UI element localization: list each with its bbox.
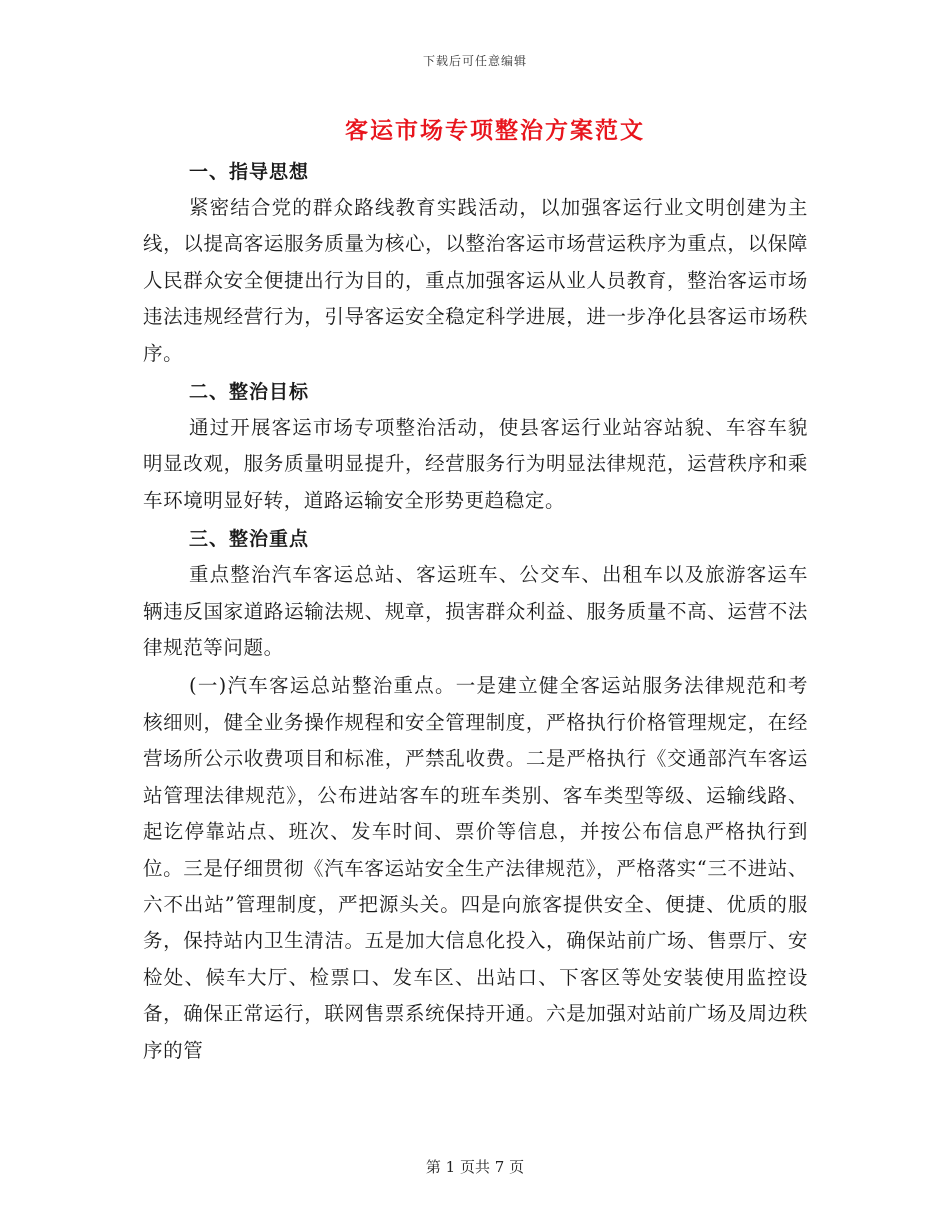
section-goals (143, 374, 808, 519)
section-heading: 一、指导思想 (189, 161, 310, 183)
section-heading: 二、整治目标 (189, 381, 310, 404)
paragraph: (一)汽车客运总站整治重点。一是建立健全客运站服务法律规范和考核细则，健全业务操作规程和安全管理制度，严格执行价格管理规定，在经营场所公示收费项目和标准，严禁乱收费。二是严格执行《交通部汽车客运站管理法律规范》，公布进站客车的班车类别、客车类型等级、运输线路、起讫停靠站点、班次、发车时间、票价等信息，并按公布信息严格执行到位。三是仔细贯彻《汽车客运站安全生产法律规范》，严格落实“三不进站、六不出站”管理制度，严把源头关。四是向旅客提供安全、便捷、优质的服务，保持站内卫生清洁。五是加大信息化投入，确保站前广场、售票厅、安检处、候车大厅、检票口、发车区、出站口、下客区等处安装使用监控设备，确保正常运行，联网售票系统保持开通。六是加强对站前广场及周边秩序的管 (143, 674, 808, 1062)
document-body (143, 154, 808, 1071)
header-note: 下载后可任意编辑 (422, 54, 527, 68)
paragraph: 紧密结合党的群众路线教育实践活动，以加强客运行业文明创建为主线，以提高客运服务质量为核心，以整治客运市场营运秩序为重点，以保障人民群众安全便捷出行为目的，重点加强客运从业人员教育，整治客运市场违法违规经营行为，引导客运安全稳定科学进展，进一步净化县客运市场秩序。 (143, 196, 808, 365)
section-guiding-ideology (143, 154, 808, 372)
section-key-points (143, 521, 808, 1069)
page-footer: 第 1 页共 7 页 (425, 1158, 525, 1176)
paragraph: 通过开展客运市场专项整治活动，使县客运行业站容站貌、车容车貌明显改观，服务质量明显提升，经营服务行为明显法律规范，运营秩序和乘车环境明显好转，道路运输安全形势更趋稳定。 (143, 416, 808, 512)
section-heading: 三、整治重点 (189, 528, 310, 551)
paragraph: 重点整治汽车客运总站、客运班车、公交车、出租车以及旅游客运车辆违反国家道路运输法规、规章，损害群众利益、服务质量不高、运营不法律规范等问题。 (143, 563, 808, 660)
document-title: 客运市场专项整治方案范文 (345, 117, 645, 144)
